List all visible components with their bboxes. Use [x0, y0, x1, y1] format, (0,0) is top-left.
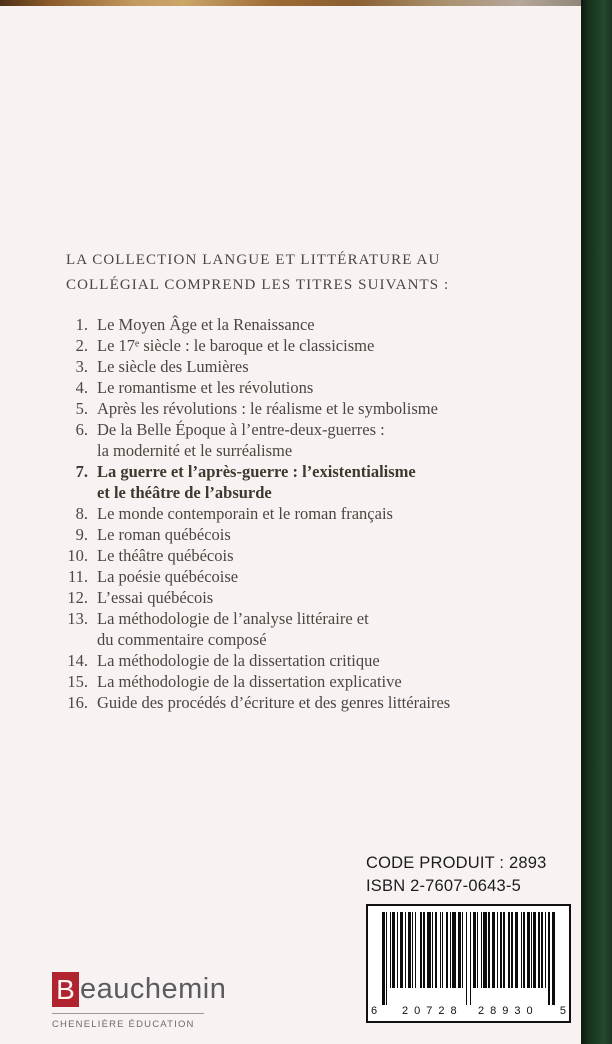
barcode-bar	[415, 912, 416, 988]
list-item	[58, 398, 548, 419]
barcode-bar	[442, 912, 443, 988]
barcode-bar	[458, 912, 461, 988]
barcode-bar	[508, 912, 509, 988]
barcode-bar	[450, 912, 451, 988]
barcode-bars	[382, 912, 561, 988]
list-item	[58, 671, 548, 692]
item-title: Le monde contemporain et le roman français	[97, 504, 393, 523]
item-number: 10.	[67, 546, 88, 565]
list-item	[58, 692, 548, 713]
barcode-bar	[400, 912, 404, 988]
list-item	[58, 356, 548, 377]
barcode-bar	[420, 912, 423, 988]
item-number: 4.	[75, 378, 88, 397]
item-title: Le siècle des Lumières	[97, 357, 249, 376]
barcode-bar	[497, 912, 498, 988]
green-spine-band	[581, 0, 612, 1044]
item-number: 16.	[67, 693, 88, 712]
barcode-bar	[386, 912, 387, 1005]
item-title: La guerre et l’après-guerre : l’existentialisme	[97, 462, 416, 481]
barcode-bar	[523, 912, 524, 988]
barcode-digits-group1: 20728	[402, 1005, 463, 1017]
list-item	[58, 545, 548, 566]
barcode-bar	[446, 912, 449, 988]
barcode-bar	[466, 912, 467, 1005]
item-number: 3.	[75, 357, 88, 376]
item-number: 8.	[75, 504, 88, 523]
item-number: 7.	[75, 462, 88, 481]
item-number: 2.	[75, 336, 88, 355]
barcode-bar	[511, 912, 514, 988]
item-number: 5.	[75, 399, 88, 418]
barcode-bar	[531, 912, 532, 988]
product-info-block	[366, 852, 576, 1023]
list-item	[58, 314, 548, 335]
barcode-bar	[432, 912, 433, 988]
list-item	[58, 650, 548, 671]
item-title-line2: la modernité et le surréalisme	[97, 441, 293, 460]
barcode-bar	[397, 912, 398, 988]
barcode-bar	[477, 912, 478, 988]
item-number: 11.	[67, 567, 88, 586]
item-number: 9.	[75, 525, 88, 544]
barcode-bar	[492, 912, 495, 988]
item-title: La poésie québécoise	[97, 567, 239, 586]
collection-header-line2: COLLÉGIAL COMPREND LES TITRES SUIVANTS :	[66, 277, 450, 293]
barcode-bar	[527, 912, 530, 988]
list-item-current-book	[58, 461, 548, 503]
item-title: L’essai québécois	[97, 588, 214, 607]
item-title: Le théâtre québécois	[97, 546, 234, 565]
barcode-bar	[552, 912, 555, 1005]
barcode-bar	[408, 912, 411, 988]
list-item	[58, 524, 548, 545]
barcode-digit-right: 5	[559, 1005, 566, 1017]
list-item	[58, 503, 548, 524]
isbn-text: ISBN 2-7607-0643-5	[366, 877, 521, 895]
item-title-line2: du commentaire composé	[97, 630, 267, 649]
list-item	[58, 335, 548, 356]
barcode-bar	[483, 912, 487, 988]
barcode-bar	[533, 912, 536, 988]
barcode-bar	[473, 912, 476, 988]
photo-top-edge	[0, 0, 612, 6]
collection-header-line1: LA COLLECTION LANGUE ET LITTÉRATURE AU	[66, 252, 441, 268]
item-title: Le romantisme et les révolutions	[97, 378, 314, 397]
logo-b-mark: B	[52, 972, 79, 1007]
list-item	[58, 377, 548, 398]
item-title: La méthodologie de la dissertation critique	[97, 651, 380, 670]
logo-tagline: CHENELIÈRE ÉDUCATION	[52, 1019, 195, 1030]
item-number: 15.	[67, 672, 88, 691]
titles-list	[58, 314, 548, 713]
barcode-bar	[423, 912, 424, 988]
item-title: Guide des procédés d’écriture et des genres littéraires	[97, 693, 451, 712]
code-produit-text: CODE PRODUIT : 2893	[366, 854, 547, 872]
barcode-digits-group2: 28930	[478, 1005, 539, 1017]
barcode	[366, 904, 571, 1023]
barcode-bar	[440, 912, 441, 988]
barcode-bar	[545, 912, 546, 988]
item-title: Le Moyen Âge et la Renaissance	[97, 315, 315, 334]
barcode-bar	[488, 912, 489, 988]
beauchemin-logo	[52, 972, 226, 1007]
item-title: Le 17ᵉ siècle : le baroque et le classicisme	[97, 336, 375, 355]
barcode-bar	[521, 912, 522, 988]
barcode-digit-left: 6	[371, 1005, 378, 1017]
collection-header	[66, 248, 546, 298]
item-number: 14.	[67, 651, 88, 670]
item-number: 1.	[75, 315, 88, 334]
barcode-bar	[452, 912, 456, 988]
item-title: Après les révolutions : le réalisme et le symbolisme	[97, 399, 438, 418]
barcode-bar	[538, 912, 539, 988]
logo-wordmark-rest: eauchemin	[80, 973, 227, 1005]
barcode-bar	[412, 912, 413, 988]
list-item	[58, 419, 548, 461]
list-item	[58, 566, 548, 587]
barcode-bar	[515, 912, 519, 988]
logo-divider	[52, 1013, 204, 1014]
barcode-bar	[382, 912, 385, 1005]
item-title-line2: et le théâtre de l’absurde	[97, 483, 272, 502]
barcode-bar	[503, 912, 504, 988]
barcode-bar	[392, 912, 395, 988]
item-number: 12.	[67, 588, 88, 607]
barcode-bar	[470, 912, 471, 1005]
publisher-logo-block	[52, 972, 226, 1030]
barcode-bar	[462, 912, 463, 988]
barcode-bar	[500, 912, 503, 988]
barcode-bar	[427, 912, 431, 988]
list-item	[58, 608, 548, 650]
barcode-bar	[548, 912, 549, 1005]
barcode-bar	[405, 912, 406, 988]
item-title: De la Belle Époque à l’entre-deux-guerres :	[97, 420, 385, 439]
list-item	[58, 587, 548, 608]
barcode-bar	[541, 912, 544, 988]
item-title: La méthodologie de la dissertation explicative	[97, 672, 402, 691]
barcode-bar	[435, 912, 438, 988]
item-number: 13.	[67, 609, 88, 628]
barcode-bar	[481, 912, 482, 988]
item-number: 6.	[75, 420, 88, 439]
item-title: La méthodologie de l’analyse littéraire et	[97, 609, 369, 628]
item-title: Le roman québécois	[97, 525, 231, 544]
barcode-bar	[390, 912, 391, 988]
